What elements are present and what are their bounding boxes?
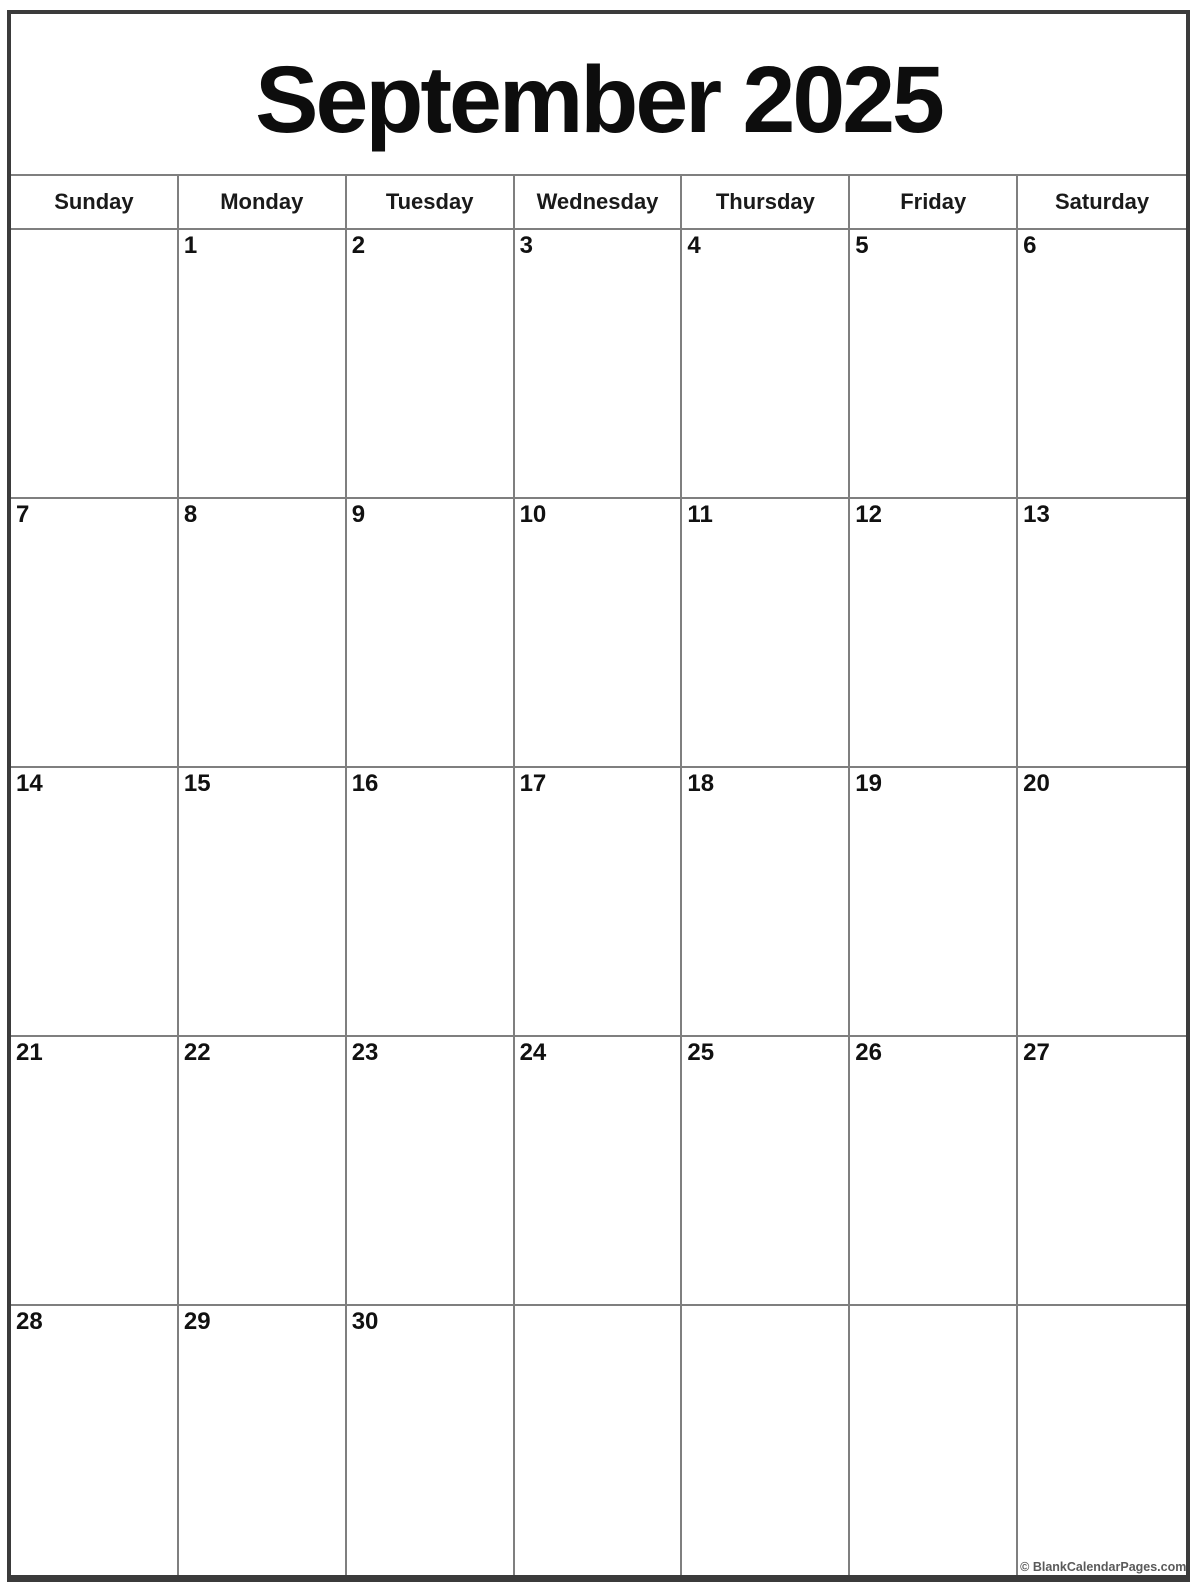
- day-number: 27: [1023, 1039, 1050, 1066]
- day-cell: [515, 768, 683, 1037]
- day-cell: [1018, 1306, 1186, 1575]
- day-cell: [850, 1037, 1018, 1306]
- day-cell: [347, 230, 515, 499]
- day-number: 29: [183, 1308, 211, 1335]
- day-number: [1018, 1306, 1186, 1309]
- weekday-label: Sunday: [54, 189, 134, 214]
- watermark-credit: © BlankCalendarPages.com: [1020, 1560, 1187, 1574]
- day-number: 14: [16, 770, 43, 797]
- day-number: 1: [183, 232, 198, 259]
- day-cell: [179, 768, 347, 1037]
- weekday-label: Wednesday: [536, 189, 659, 214]
- day-number: 22: [183, 1039, 211, 1066]
- day-cell: [682, 768, 850, 1037]
- day-number: [11, 230, 177, 233]
- day-cell: [347, 499, 515, 768]
- day-cell: [850, 1306, 1018, 1575]
- day-number: 26: [855, 1039, 882, 1066]
- day-cell: [11, 499, 179, 768]
- day-number: 16: [351, 770, 379, 797]
- weekday-header-monday: [179, 176, 347, 230]
- day-number: 18: [687, 770, 715, 797]
- day-number: 24: [519, 1039, 547, 1066]
- day-cell: [347, 1037, 515, 1306]
- day-cell: [682, 1037, 850, 1306]
- calendar-grid: [11, 174, 1186, 1575]
- day-number: 17: [519, 770, 547, 797]
- day-cell: [11, 1306, 179, 1575]
- day-number: 13: [1023, 501, 1050, 528]
- day-number: [515, 1306, 681, 1309]
- day-cell: [347, 768, 515, 1037]
- day-number: 23: [351, 1039, 379, 1066]
- weekday-label: Thursday: [715, 189, 815, 214]
- day-number: 21: [16, 1039, 43, 1066]
- day-cell: [682, 1306, 850, 1575]
- day-cell: [850, 768, 1018, 1037]
- day-number: 7: [16, 501, 30, 528]
- title-band: [11, 14, 1186, 174]
- day-cell: [682, 230, 850, 499]
- day-cell: [347, 1306, 515, 1575]
- day-number: 6: [1023, 232, 1037, 259]
- day-cell: [179, 499, 347, 768]
- day-cell: [515, 230, 683, 499]
- weekday-header-friday: [850, 176, 1018, 230]
- day-cell: [1018, 768, 1186, 1037]
- day-cell: [515, 1037, 683, 1306]
- day-cell: [179, 230, 347, 499]
- day-cell: [850, 230, 1018, 499]
- day-cell: [850, 499, 1018, 768]
- weekday-header-sunday: [11, 176, 179, 230]
- day-number: [850, 1306, 1016, 1309]
- day-cell: [515, 1306, 683, 1575]
- day-number: 19: [855, 770, 882, 797]
- day-cell: [179, 1037, 347, 1306]
- day-number: 28: [16, 1308, 43, 1335]
- day-cell: [11, 230, 179, 499]
- day-cell: [682, 499, 850, 768]
- weekday-header-wednesday: [515, 176, 683, 230]
- day-number: 10: [519, 501, 547, 528]
- day-number: 15: [183, 770, 211, 797]
- day-number: 5: [855, 232, 869, 259]
- day-cell: [11, 768, 179, 1037]
- day-number: 30: [351, 1308, 379, 1335]
- day-number: 12: [855, 501, 882, 528]
- weekday-label: Monday: [220, 189, 304, 214]
- day-cell: [1018, 499, 1186, 768]
- day-cell: [179, 1306, 347, 1575]
- day-number: 8: [183, 501, 198, 528]
- day-number: 20: [1023, 770, 1050, 797]
- day-cell: [11, 1037, 179, 1306]
- weekday-header-saturday: [1018, 176, 1186, 230]
- day-cell: [1018, 230, 1186, 499]
- day-number: 2: [351, 232, 366, 259]
- calendar-frame: [7, 10, 1190, 1582]
- weekday-label: Friday: [900, 189, 967, 214]
- day-number: 25: [687, 1039, 715, 1066]
- weekday-label: Saturday: [1054, 189, 1150, 214]
- day-cell: [515, 499, 683, 768]
- calendar-title: September 2025: [255, 46, 942, 153]
- weekday-header-tuesday: [347, 176, 515, 230]
- weekday-label: Tuesday: [385, 189, 474, 214]
- day-number: 11: [687, 501, 713, 528]
- day-cell: [1018, 1037, 1186, 1306]
- day-number: [682, 1306, 848, 1309]
- weekday-header-thursday: [682, 176, 850, 230]
- day-number: 9: [351, 501, 366, 528]
- day-number: 4: [687, 232, 701, 259]
- day-number: 3: [519, 232, 533, 259]
